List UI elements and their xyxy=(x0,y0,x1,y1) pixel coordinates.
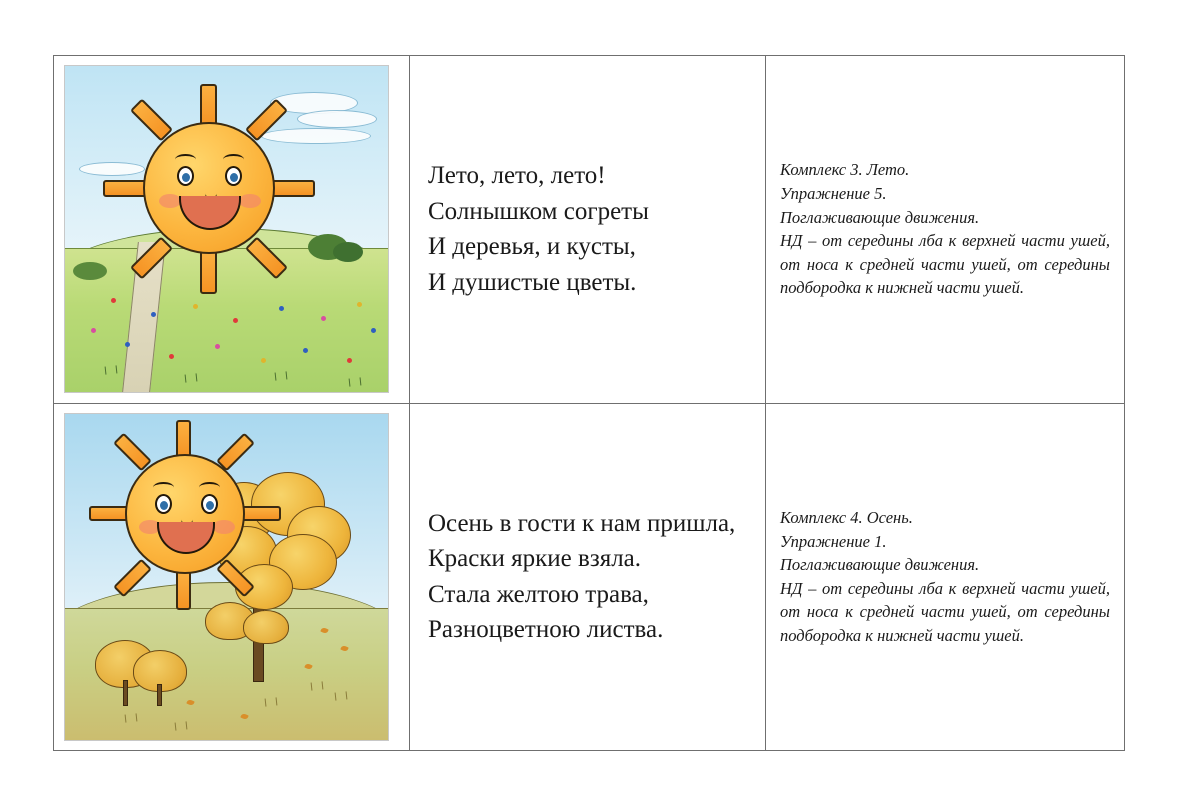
sun-ray-icon xyxy=(271,180,315,197)
sun-eyebrow-right xyxy=(199,482,220,493)
sun-face xyxy=(125,454,245,574)
dry-grass-icon xyxy=(175,721,188,730)
dry-grass-icon xyxy=(125,713,138,722)
verse-text-summer xyxy=(410,158,765,300)
note-exercise: Упражнение 1. xyxy=(780,531,887,551)
sun-ray-icon xyxy=(245,99,288,142)
summer-illustration xyxy=(64,65,389,393)
autumn-illustration xyxy=(64,413,389,741)
grass-icon xyxy=(275,372,288,381)
sun-mouth xyxy=(179,196,241,230)
sun-eyebrow-left xyxy=(175,154,196,165)
grass-icon xyxy=(185,374,198,383)
sun-eye-left xyxy=(155,494,172,514)
sun-ray-icon xyxy=(130,99,173,142)
sun-eyebrow-right xyxy=(223,154,244,165)
note-cell-summer xyxy=(766,56,1125,404)
sun-cheek-right xyxy=(213,520,235,534)
sun-ray-icon xyxy=(245,237,288,280)
sun-ray-icon xyxy=(241,506,281,521)
sun-ray-icon xyxy=(216,432,255,471)
note-text-autumn xyxy=(766,506,1124,648)
illustration-cell-autumn xyxy=(54,403,410,751)
sun-character-autumn xyxy=(89,420,279,610)
sun-ray-icon xyxy=(113,558,152,597)
verse-line: И деревья, и кусты, xyxy=(428,233,636,261)
sun-ray-icon xyxy=(200,250,217,294)
note-exercise: Упражнение 5. xyxy=(780,184,887,204)
sun-eyebrow-left xyxy=(153,482,174,493)
sun-character-summer xyxy=(103,84,313,294)
dry-grass-icon xyxy=(265,697,278,706)
verse-line: Осень в гости к нам пришла, xyxy=(428,509,736,537)
verse-line: Краски яркие взяла. xyxy=(428,545,642,573)
verse-line: Разноцветною листва. xyxy=(428,616,664,644)
sun-ray-icon xyxy=(216,558,255,597)
dry-grass-icon xyxy=(311,681,324,690)
grass-icon xyxy=(105,366,118,375)
illustration-padding-summer xyxy=(54,57,409,401)
sun-mouth xyxy=(157,522,215,554)
sun-ray-icon xyxy=(176,570,191,610)
sun-eye-right xyxy=(225,166,242,186)
verse-line: Лето, лето, лето! xyxy=(428,162,606,190)
note-title: Комплекс 4. Осень. xyxy=(780,507,913,527)
sun-cheek-left xyxy=(159,194,181,208)
shrub-stem xyxy=(123,680,128,706)
shrub-icon xyxy=(243,610,289,644)
sun-ray-icon xyxy=(113,432,152,471)
note-description: НД – от середины лба к верхней части ушей, от носа к средней части ушей, от середины подбородка к нижней части ушей. xyxy=(780,578,1110,645)
verse-line: Солнышком согреты xyxy=(428,197,649,225)
sun-ray-icon xyxy=(103,180,147,197)
content-table-wrapper xyxy=(53,55,1121,751)
note-description: НД – от середины лба к верхней части ушей, от носа к средней части ушей, от середины подбородка к нижней части ушей. xyxy=(780,231,1110,298)
dry-grass-icon xyxy=(335,691,348,700)
verse-line: Стала желтою трава, xyxy=(428,580,649,608)
grass-icon xyxy=(349,378,362,387)
note-movement: Поглаживающие движения. xyxy=(780,555,980,575)
sun-eye-left xyxy=(177,166,194,186)
verse-text-autumn xyxy=(410,506,765,648)
sun-face xyxy=(143,122,275,254)
verse-cell-autumn xyxy=(410,403,766,751)
sun-eye-right xyxy=(201,494,218,514)
content-table xyxy=(53,55,1125,751)
sun-ray-icon xyxy=(130,237,173,280)
table-row xyxy=(54,56,1125,404)
sun-cheek-right xyxy=(239,194,261,208)
verse-line: И душистые цветы. xyxy=(428,268,637,296)
shrub-stem xyxy=(157,684,162,706)
verse-cell-summer xyxy=(410,56,766,404)
note-movement: Поглаживающие движения. xyxy=(780,207,980,227)
table-row xyxy=(54,403,1125,751)
sun-ray-icon xyxy=(89,506,129,521)
note-cell-autumn xyxy=(766,403,1125,751)
illustration-cell-summer xyxy=(54,56,410,404)
note-title: Комплекс 3. Лето. xyxy=(780,160,910,180)
illustration-padding-autumn xyxy=(54,405,409,749)
note-text-summer xyxy=(766,158,1124,300)
